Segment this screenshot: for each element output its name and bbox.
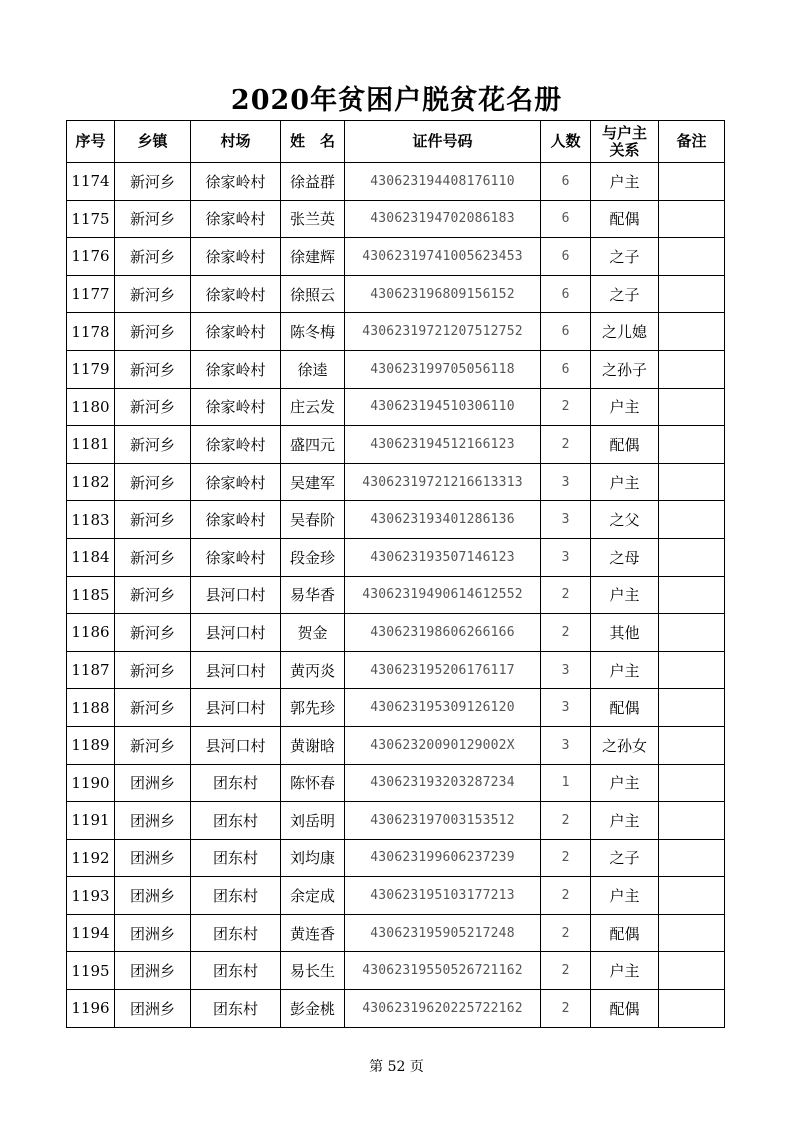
cell-seq: 1186 [67,614,115,652]
cell-village: 徐家岭村 [191,538,281,576]
cell-name: 盛四元 [281,426,345,464]
table-row [67,764,725,802]
cell-town: 新河乡 [115,576,191,614]
cell-village: 徐家岭村 [191,501,281,539]
cell-count: 6 [541,350,591,388]
cell-seq: 1175 [67,200,115,238]
cell-town: 新河乡 [115,651,191,689]
table-row [67,689,725,727]
header-note: 备注 [659,121,725,163]
cell-seq: 1187 [67,651,115,689]
table-row [67,350,725,388]
cell-name: 吴建军 [281,463,345,501]
cell-village: 徐家岭村 [191,463,281,501]
header-relation-line1: 与户主 [601,123,647,142]
cell-relation: 户主 [591,388,659,426]
cell-village: 县河口村 [191,614,281,652]
cell-count: 6 [541,200,591,238]
cell-note [659,952,725,990]
cell-id: 430623193507146123 [345,538,541,576]
cell-village: 徐家岭村 [191,275,281,313]
cell-seq: 1184 [67,538,115,576]
cell-note [659,689,725,727]
cell-count: 2 [541,802,591,840]
cell-town: 新河乡 [115,689,191,727]
cell-seq: 1179 [67,350,115,388]
cell-id: 430623193401286136 [345,501,541,539]
table-row [67,426,725,464]
cell-village: 徐家岭村 [191,426,281,464]
cell-note [659,576,725,614]
cell-seq: 1195 [67,952,115,990]
cell-id: 43062319550526721162 [345,952,541,990]
cell-note [659,614,725,652]
header-id: 证件号码 [345,121,541,163]
cell-town: 新河乡 [115,501,191,539]
cell-relation: 户主 [591,576,659,614]
cell-town: 团洲乡 [115,764,191,802]
table-row [67,163,725,201]
cell-name: 徐逵 [281,350,345,388]
cell-note [659,463,725,501]
cell-count: 2 [541,839,591,877]
cell-relation: 之儿媳 [591,313,659,351]
cell-village: 县河口村 [191,576,281,614]
page-number: 第 52 页 [369,1059,424,1075]
cell-seq: 1182 [67,463,115,501]
cell-town: 新河乡 [115,313,191,351]
cell-town: 团洲乡 [115,802,191,840]
cell-count: 2 [541,576,591,614]
header-row [67,121,725,163]
table-row [67,238,725,276]
cell-relation: 配偶 [591,426,659,464]
cell-count: 2 [541,877,591,915]
cell-seq: 1188 [67,689,115,727]
cell-seq: 1196 [67,990,115,1028]
cell-seq: 1176 [67,238,115,276]
header-count: 人数 [541,121,591,163]
cell-village: 县河口村 [191,726,281,764]
cell-count: 3 [541,651,591,689]
cell-note [659,501,725,539]
header-village: 村场 [191,121,281,163]
cell-village: 团东村 [191,877,281,915]
cell-id: 43062319620225722162 [345,990,541,1028]
cell-count: 2 [541,614,591,652]
cell-id: 430623197003153512 [345,802,541,840]
table-row [67,313,725,351]
cell-count: 1 [541,764,591,802]
cell-name: 刘均康 [281,839,345,877]
table-row [67,200,725,238]
table-row [67,275,725,313]
cell-count: 2 [541,952,591,990]
cell-id: 430623196809156152 [345,275,541,313]
cell-relation: 其他 [591,614,659,652]
cell-id: 430623194510306110 [345,388,541,426]
cell-town: 新河乡 [115,538,191,576]
cell-town: 新河乡 [115,726,191,764]
cell-id: 430623194702086183 [345,200,541,238]
cell-count: 6 [541,163,591,201]
cell-town: 团洲乡 [115,914,191,952]
cell-note [659,163,725,201]
cell-count: 6 [541,313,591,351]
cell-relation: 之母 [591,538,659,576]
cell-id: 43062320090129002X [345,726,541,764]
cell-town: 新河乡 [115,463,191,501]
cell-name: 余定成 [281,877,345,915]
cell-name: 易华香 [281,576,345,614]
cell-count: 3 [541,689,591,727]
cell-seq: 1181 [67,426,115,464]
cell-seq: 1193 [67,877,115,915]
cell-id: 43062319721216613313 [345,463,541,501]
cell-relation: 配偶 [591,689,659,727]
cell-town: 团洲乡 [115,839,191,877]
cell-id: 430623195309126120 [345,689,541,727]
roster-table [66,120,725,1028]
cell-name: 黄谢晗 [281,726,345,764]
cell-relation: 之孙子 [591,350,659,388]
cell-count: 3 [541,463,591,501]
header-relation-line2: 关系 [609,140,640,159]
cell-seq: 1190 [67,764,115,802]
cell-id: 430623195206176117 [345,651,541,689]
cell-id: 43062319490614612552 [345,576,541,614]
cell-name: 易长生 [281,952,345,990]
cell-name: 黄连香 [281,914,345,952]
cell-town: 新河乡 [115,426,191,464]
table-row [67,802,725,840]
cell-count: 2 [541,990,591,1028]
cell-seq: 1180 [67,388,115,426]
cell-village: 徐家岭村 [191,350,281,388]
cell-note [659,238,725,276]
cell-id: 43062319741005623453 [345,238,541,276]
cell-note [659,651,725,689]
cell-count: 2 [541,388,591,426]
cell-seq: 1183 [67,501,115,539]
cell-name: 陈冬梅 [281,313,345,351]
cell-seq: 1194 [67,914,115,952]
cell-seq: 1177 [67,275,115,313]
cell-town: 新河乡 [115,200,191,238]
cell-name: 徐益群 [281,163,345,201]
header-town: 乡镇 [115,121,191,163]
cell-id: 430623193203287234 [345,764,541,802]
cell-note [659,726,725,764]
table-row [67,877,725,915]
cell-seq: 1189 [67,726,115,764]
cell-note [659,350,725,388]
table-row [67,651,725,689]
cell-relation: 配偶 [591,200,659,238]
table-row [67,501,725,539]
cell-note [659,839,725,877]
cell-note [659,802,725,840]
cell-seq: 1178 [67,313,115,351]
cell-village: 徐家岭村 [191,388,281,426]
cell-note [659,275,725,313]
cell-village: 徐家岭村 [191,313,281,351]
cell-village: 团东村 [191,764,281,802]
header-name: 姓 名 [281,121,345,163]
cell-id: 430623194408176110 [345,163,541,201]
table-row [67,614,725,652]
table-row [67,463,725,501]
cell-id: 430623199705056118 [345,350,541,388]
cell-note [659,388,725,426]
cell-relation: 户主 [591,802,659,840]
cell-count: 3 [541,726,591,764]
cell-town: 团洲乡 [115,952,191,990]
cell-village: 徐家岭村 [191,163,281,201]
cell-village: 团东村 [191,990,281,1028]
cell-relation: 户主 [591,952,659,990]
cell-village: 团东村 [191,802,281,840]
cell-note [659,538,725,576]
cell-count: 6 [541,238,591,276]
cell-name: 郭先珍 [281,689,345,727]
cell-note [659,990,725,1028]
cell-relation: 之子 [591,238,659,276]
cell-relation: 配偶 [591,914,659,952]
cell-town: 新河乡 [115,163,191,201]
cell-note [659,200,725,238]
cell-town: 新河乡 [115,350,191,388]
cell-town: 新河乡 [115,388,191,426]
cell-note [659,914,725,952]
cell-name: 庄云发 [281,388,345,426]
cell-relation: 之父 [591,501,659,539]
cell-id: 43062319721207512752 [345,313,541,351]
cell-village: 县河口村 [191,689,281,727]
table-body [67,163,725,1028]
table-row [67,952,725,990]
table-row [67,538,725,576]
cell-town: 新河乡 [115,238,191,276]
cell-seq: 1191 [67,802,115,840]
cell-village: 徐家岭村 [191,238,281,276]
table-row [67,726,725,764]
cell-count: 6 [541,275,591,313]
cell-count: 2 [541,914,591,952]
cell-name: 刘岳明 [281,802,345,840]
cell-id: 430623195103177213 [345,877,541,915]
cell-relation: 配偶 [591,990,659,1028]
cell-seq: 1185 [67,576,115,614]
cell-name: 张兰英 [281,200,345,238]
cell-relation: 之孙女 [591,726,659,764]
cell-relation: 户主 [591,463,659,501]
cell-name: 彭金桃 [281,990,345,1028]
cell-village: 县河口村 [191,651,281,689]
header-relation [591,121,659,163]
cell-id: 430623194512166123 [345,426,541,464]
cell-relation: 户主 [591,163,659,201]
cell-relation: 之子 [591,839,659,877]
cell-seq: 1174 [67,163,115,201]
cell-seq: 1192 [67,839,115,877]
table-row [67,839,725,877]
cell-count: 3 [541,501,591,539]
cell-relation: 户主 [591,764,659,802]
cell-id: 430623199606237239 [345,839,541,877]
cell-id: 430623198606266166 [345,614,541,652]
cell-town: 团洲乡 [115,877,191,915]
cell-town: 团洲乡 [115,990,191,1028]
header-seq: 序号 [67,121,115,163]
cell-relation: 之子 [591,275,659,313]
cell-note [659,313,725,351]
cell-name: 陈怀春 [281,764,345,802]
cell-village: 团东村 [191,839,281,877]
table-row [67,990,725,1028]
table-row [67,388,725,426]
cell-note [659,764,725,802]
cell-village: 徐家岭村 [191,200,281,238]
document-title: 2020年贫困户脱贫花名册 [230,85,563,116]
cell-name: 吴春阶 [281,501,345,539]
table-row [67,914,725,952]
cell-village: 团东村 [191,914,281,952]
cell-name: 徐照云 [281,275,345,313]
cell-name: 黄丙炎 [281,651,345,689]
cell-note [659,877,725,915]
cell-relation: 户主 [591,651,659,689]
cell-id: 430623195905217248 [345,914,541,952]
cell-village: 团东村 [191,952,281,990]
table-row [67,576,725,614]
cell-note [659,426,725,464]
cell-name: 贺金 [281,614,345,652]
cell-count: 3 [541,538,591,576]
cell-name: 徐建辉 [281,238,345,276]
cell-name: 段金珍 [281,538,345,576]
cell-count: 2 [541,426,591,464]
cell-town: 新河乡 [115,275,191,313]
cell-relation: 户主 [591,877,659,915]
cell-town: 新河乡 [115,614,191,652]
